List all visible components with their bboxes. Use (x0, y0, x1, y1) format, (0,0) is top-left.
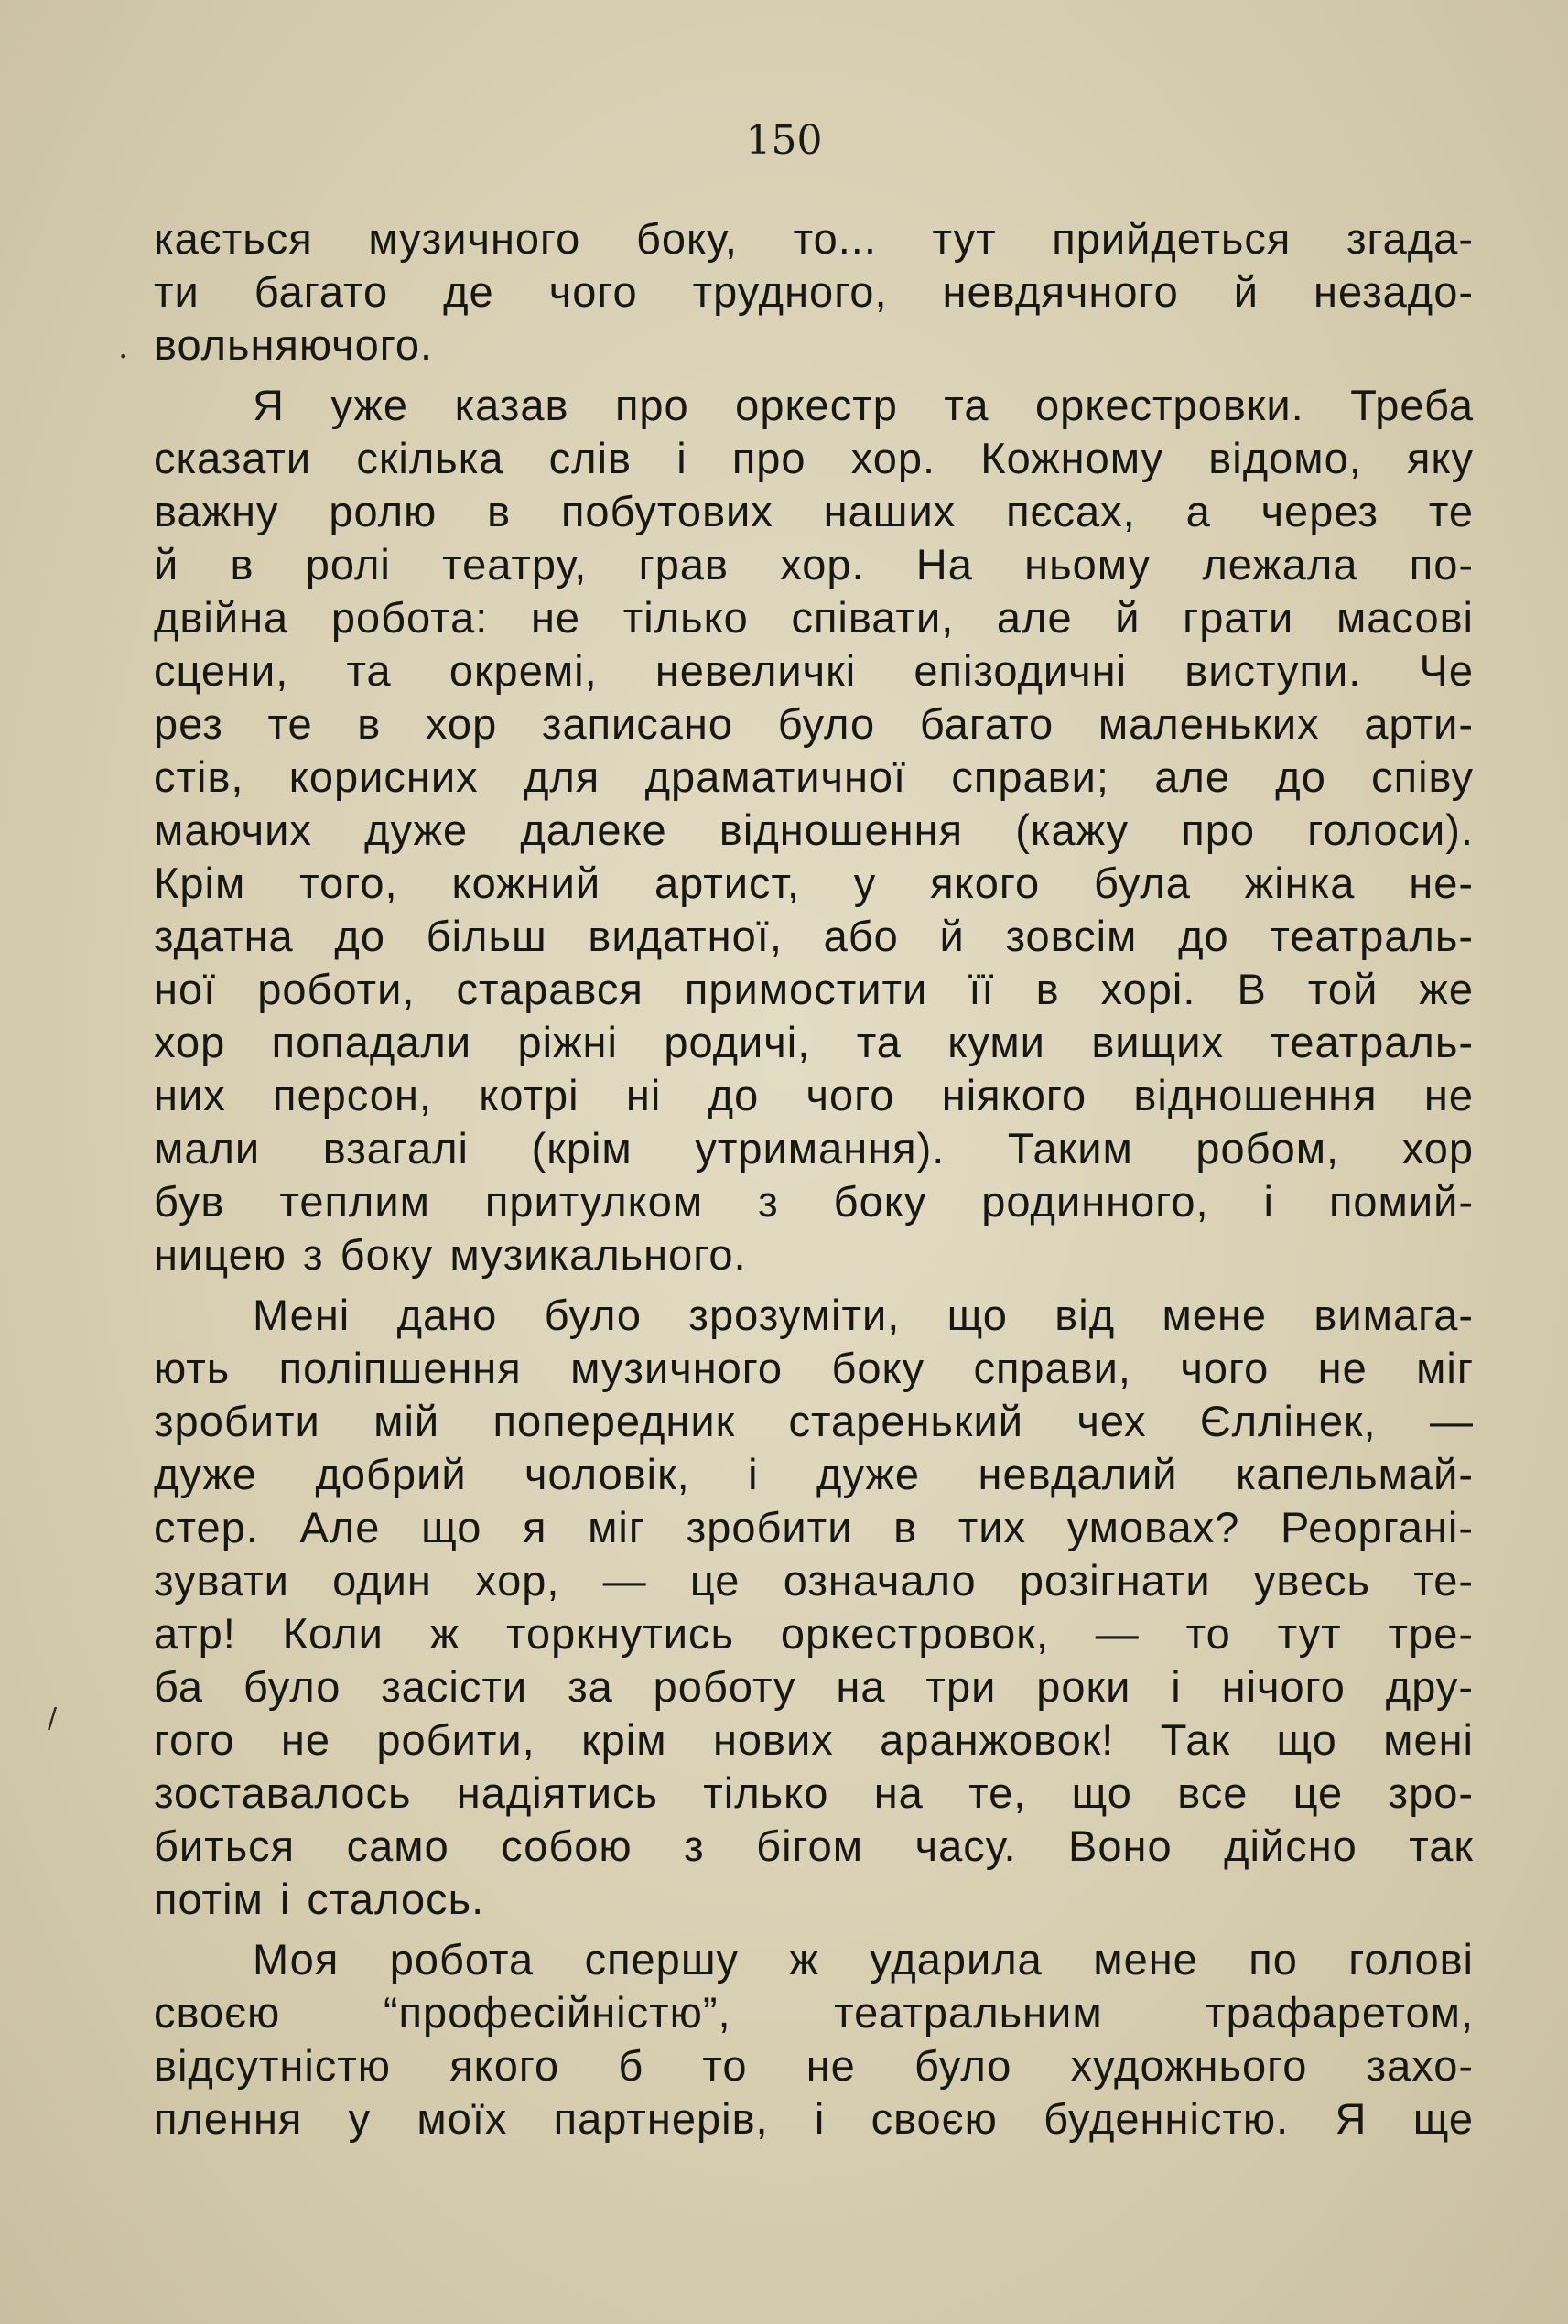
paragraph-1 (154, 212, 1474, 372)
text-line: ницею з боку музикального. (154, 1230, 747, 1279)
text-line: стів, корисних для драматичної справи; але до співу (154, 752, 1474, 801)
text-line: й в ролі театру, грав хор. На ньому лежала по- (154, 540, 1474, 589)
text-line: кається музичного боку, то... тут прийдеться згада- (154, 214, 1474, 263)
paragraph-4 (154, 1933, 1474, 2146)
text-line: здатна до більш видатної, або й зовсім до театраль- (154, 912, 1474, 960)
text-line: зробити мій попередник старенький чех Єллінек, — (154, 1397, 1474, 1445)
text-line: мали взагалі (крім утримання). Таким робом, хор (154, 1124, 1474, 1173)
text-line: відсутністю якого б то не було художнього захо- (154, 2041, 1474, 2090)
text-line: ної роботи, старався примостити її в хорі. В той же (154, 965, 1474, 1013)
text-line: сказати скілька слів і про хор. Кожному відомо, яку (154, 434, 1474, 482)
text-line: Мені дано було зрозуміти, що від мене вимага- (253, 1291, 1474, 1339)
body-text (154, 212, 1474, 2146)
text-line: Моя робота спершу ж ударила мене по голові (253, 1935, 1474, 1984)
text-line: ють поліпшення музичного боку справи, чого не міг (154, 1344, 1474, 1392)
text-line: биться само собою з бігом часу. Воно дійсно так (154, 1821, 1474, 1870)
text-line: вольняючого. (154, 320, 434, 369)
text-line: Крім того, кожний артист, у якого була жінка не- (154, 859, 1474, 907)
paragraph-3 (154, 1289, 1474, 1926)
text-line: хор попадали ріжні родичі, та куми вищих театраль- (154, 1018, 1474, 1066)
text-line: зувати один хор, — це означало розігнати увесь те- (154, 1556, 1474, 1605)
pencil-mark: / (48, 1702, 58, 1735)
text-line: двійна робота: не тілько співати, але й грати масові (154, 593, 1474, 642)
text-line: сцени, та окремі, невеличкі епізодичні виступи. Че (154, 646, 1474, 695)
text-line: гого не робити, крім нових аранжовок! Так що мені (154, 1715, 1474, 1764)
text-line: ба було засісти за роботу на три роки і нічого дру- (154, 1662, 1474, 1711)
text-line: був теплим притулком з боку родинного, і помий- (154, 1177, 1474, 1226)
text-line: Я уже казав про оркестр та оркестровки. Треба (253, 381, 1474, 429)
text-line: рез те в хор записано було багато маленьких арти- (154, 699, 1474, 748)
text-line: важну ролю в побутових наших пєсах, а через те (154, 487, 1474, 535)
text-line: потім і сталось. (154, 1875, 485, 1923)
ink-speck: • (119, 348, 128, 365)
text-line: атр! Коли ж торкнутись оркестровок, — то тут тре- (154, 1609, 1474, 1658)
text-line: ти багато де чого трудного, невдячного й незадо- (154, 267, 1474, 316)
text-line: дуже добрий чоловік, і дуже невдалий капельмай- (154, 1450, 1474, 1498)
text-line: своєю “професійністю”, театральним трафаретом, (154, 1988, 1474, 2037)
text-line: плення у моїх партнерів, і своєю буденністю. Я ще (154, 2094, 1474, 2143)
paragraph-2 (154, 379, 1474, 1281)
text-line: зоставалось надіятись тілько на те, що все це зро- (154, 1768, 1474, 1817)
text-line: маючих дуже далеке відношення (кажу про голоси). (154, 805, 1474, 854)
page-number: 150 (745, 117, 823, 164)
text-line: них персон, котрі ні до чого ніякого відношення не (154, 1071, 1474, 1119)
text-line: стер. Але що я міг зробити в тих умовах? Реоргані- (154, 1503, 1474, 1551)
